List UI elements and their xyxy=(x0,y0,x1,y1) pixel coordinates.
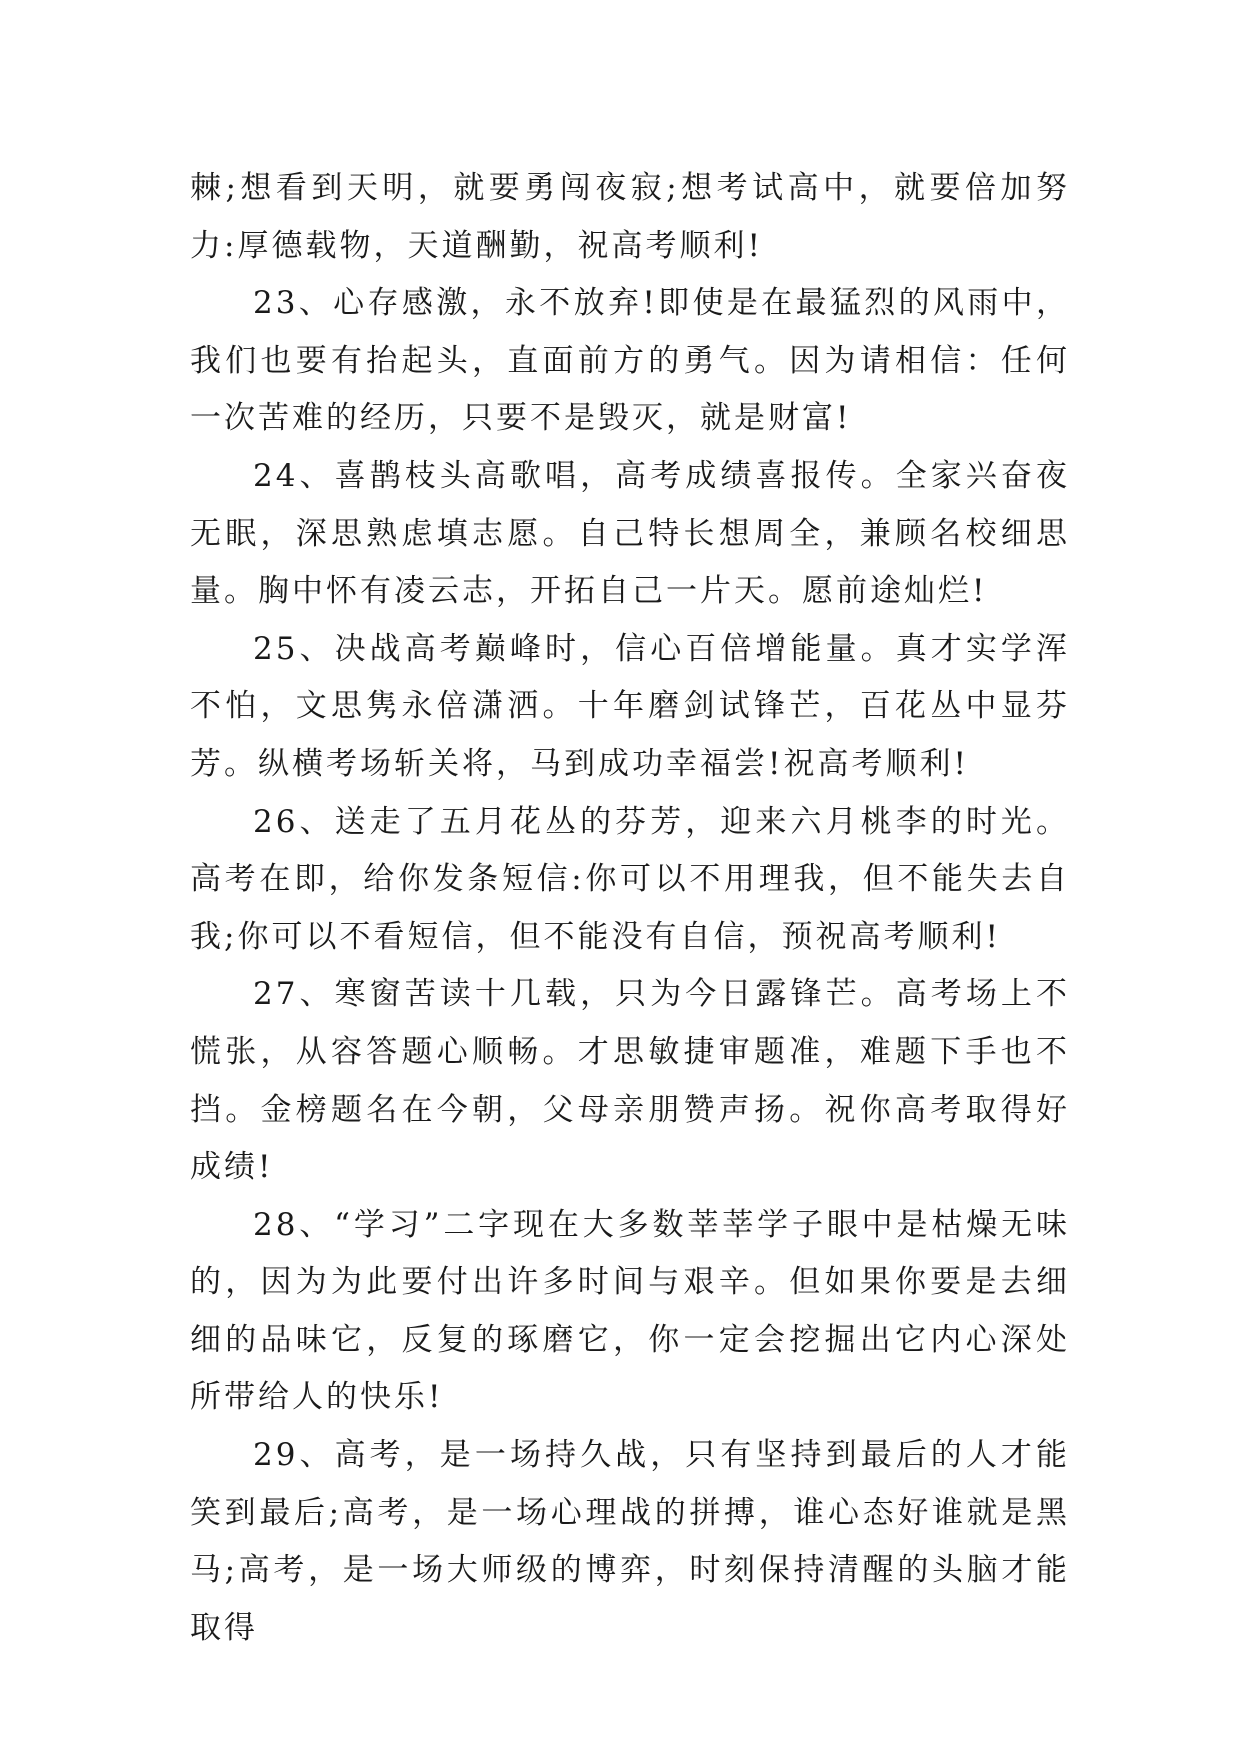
paragraph-27: 27、寒窗苦读十几载，只为今日露锋芒。高考场上不慌张，从容答题心顺畅。才思敏捷审题准，难题下手也不挡。金榜题名在今朝，父母亲朋赞声扬。祝你高考取得好成绩! xyxy=(190,976,1070,1186)
paragraph-28: 28、“学习”二字现在大多数莘莘学子眼中是枯燥无味的，因为为此要付出许多时间与艰辛。但如果你要是去细细的品味它，反复的琢磨它，你一定会挖掘出它内心深处所带给人的快乐! xyxy=(190,1206,1070,1416)
paragraph-29: 29、高考，是一场持久战，只有坚持到最后的人才能笑到最后;高考，是一场心理战的拼搏，谁心态好谁就是黑马;高考，是一场大师级的博弈，时刻保持清醒的头脑才能取得 xyxy=(190,1437,1070,1646)
paragraph-continuation: 棘;想看到天明，就要勇闯夜寂;想考试高中，就要倍加努力:厚德载物，天道酬勤，祝高考顺利! xyxy=(190,170,1070,264)
document-body xyxy=(190,160,1070,1657)
paragraph-26: 26、送走了五月花丛的芬芳，迎来六月桃李的时光。高考在即，给你发条短信:你可以不用理我，但不能失去自我;你可以不看短信，但不能没有自信，预祝高考顺利! xyxy=(190,803,1070,955)
paragraph-25: 25、决战高考巅峰时，信心百倍增能量。真才实学浑不怕，文思隽永倍潇洒。十年磨剑试锋芒，百花丛中显芬芳。纵横考场斩关将，马到成功幸福尝!祝高考顺利! xyxy=(190,630,1070,782)
paragraph-23: 23、心存感激，永不放弃!即使是在最猛烈的风雨中，我们也要有抬起头，直面前方的勇气。因为请相信：任何一次苦难的经历，只要不是毁灭，就是财富! xyxy=(190,285,1070,437)
paragraph-24: 24、喜鹊枝头高歌唱，高考成绩喜报传。全家兴奋夜无眠，深思熟虑填志愿。自己特长想周全，兼顾名校细思量。胸中怀有凌云志，开拓自己一片天。愿前途灿烂! xyxy=(190,457,1070,610)
